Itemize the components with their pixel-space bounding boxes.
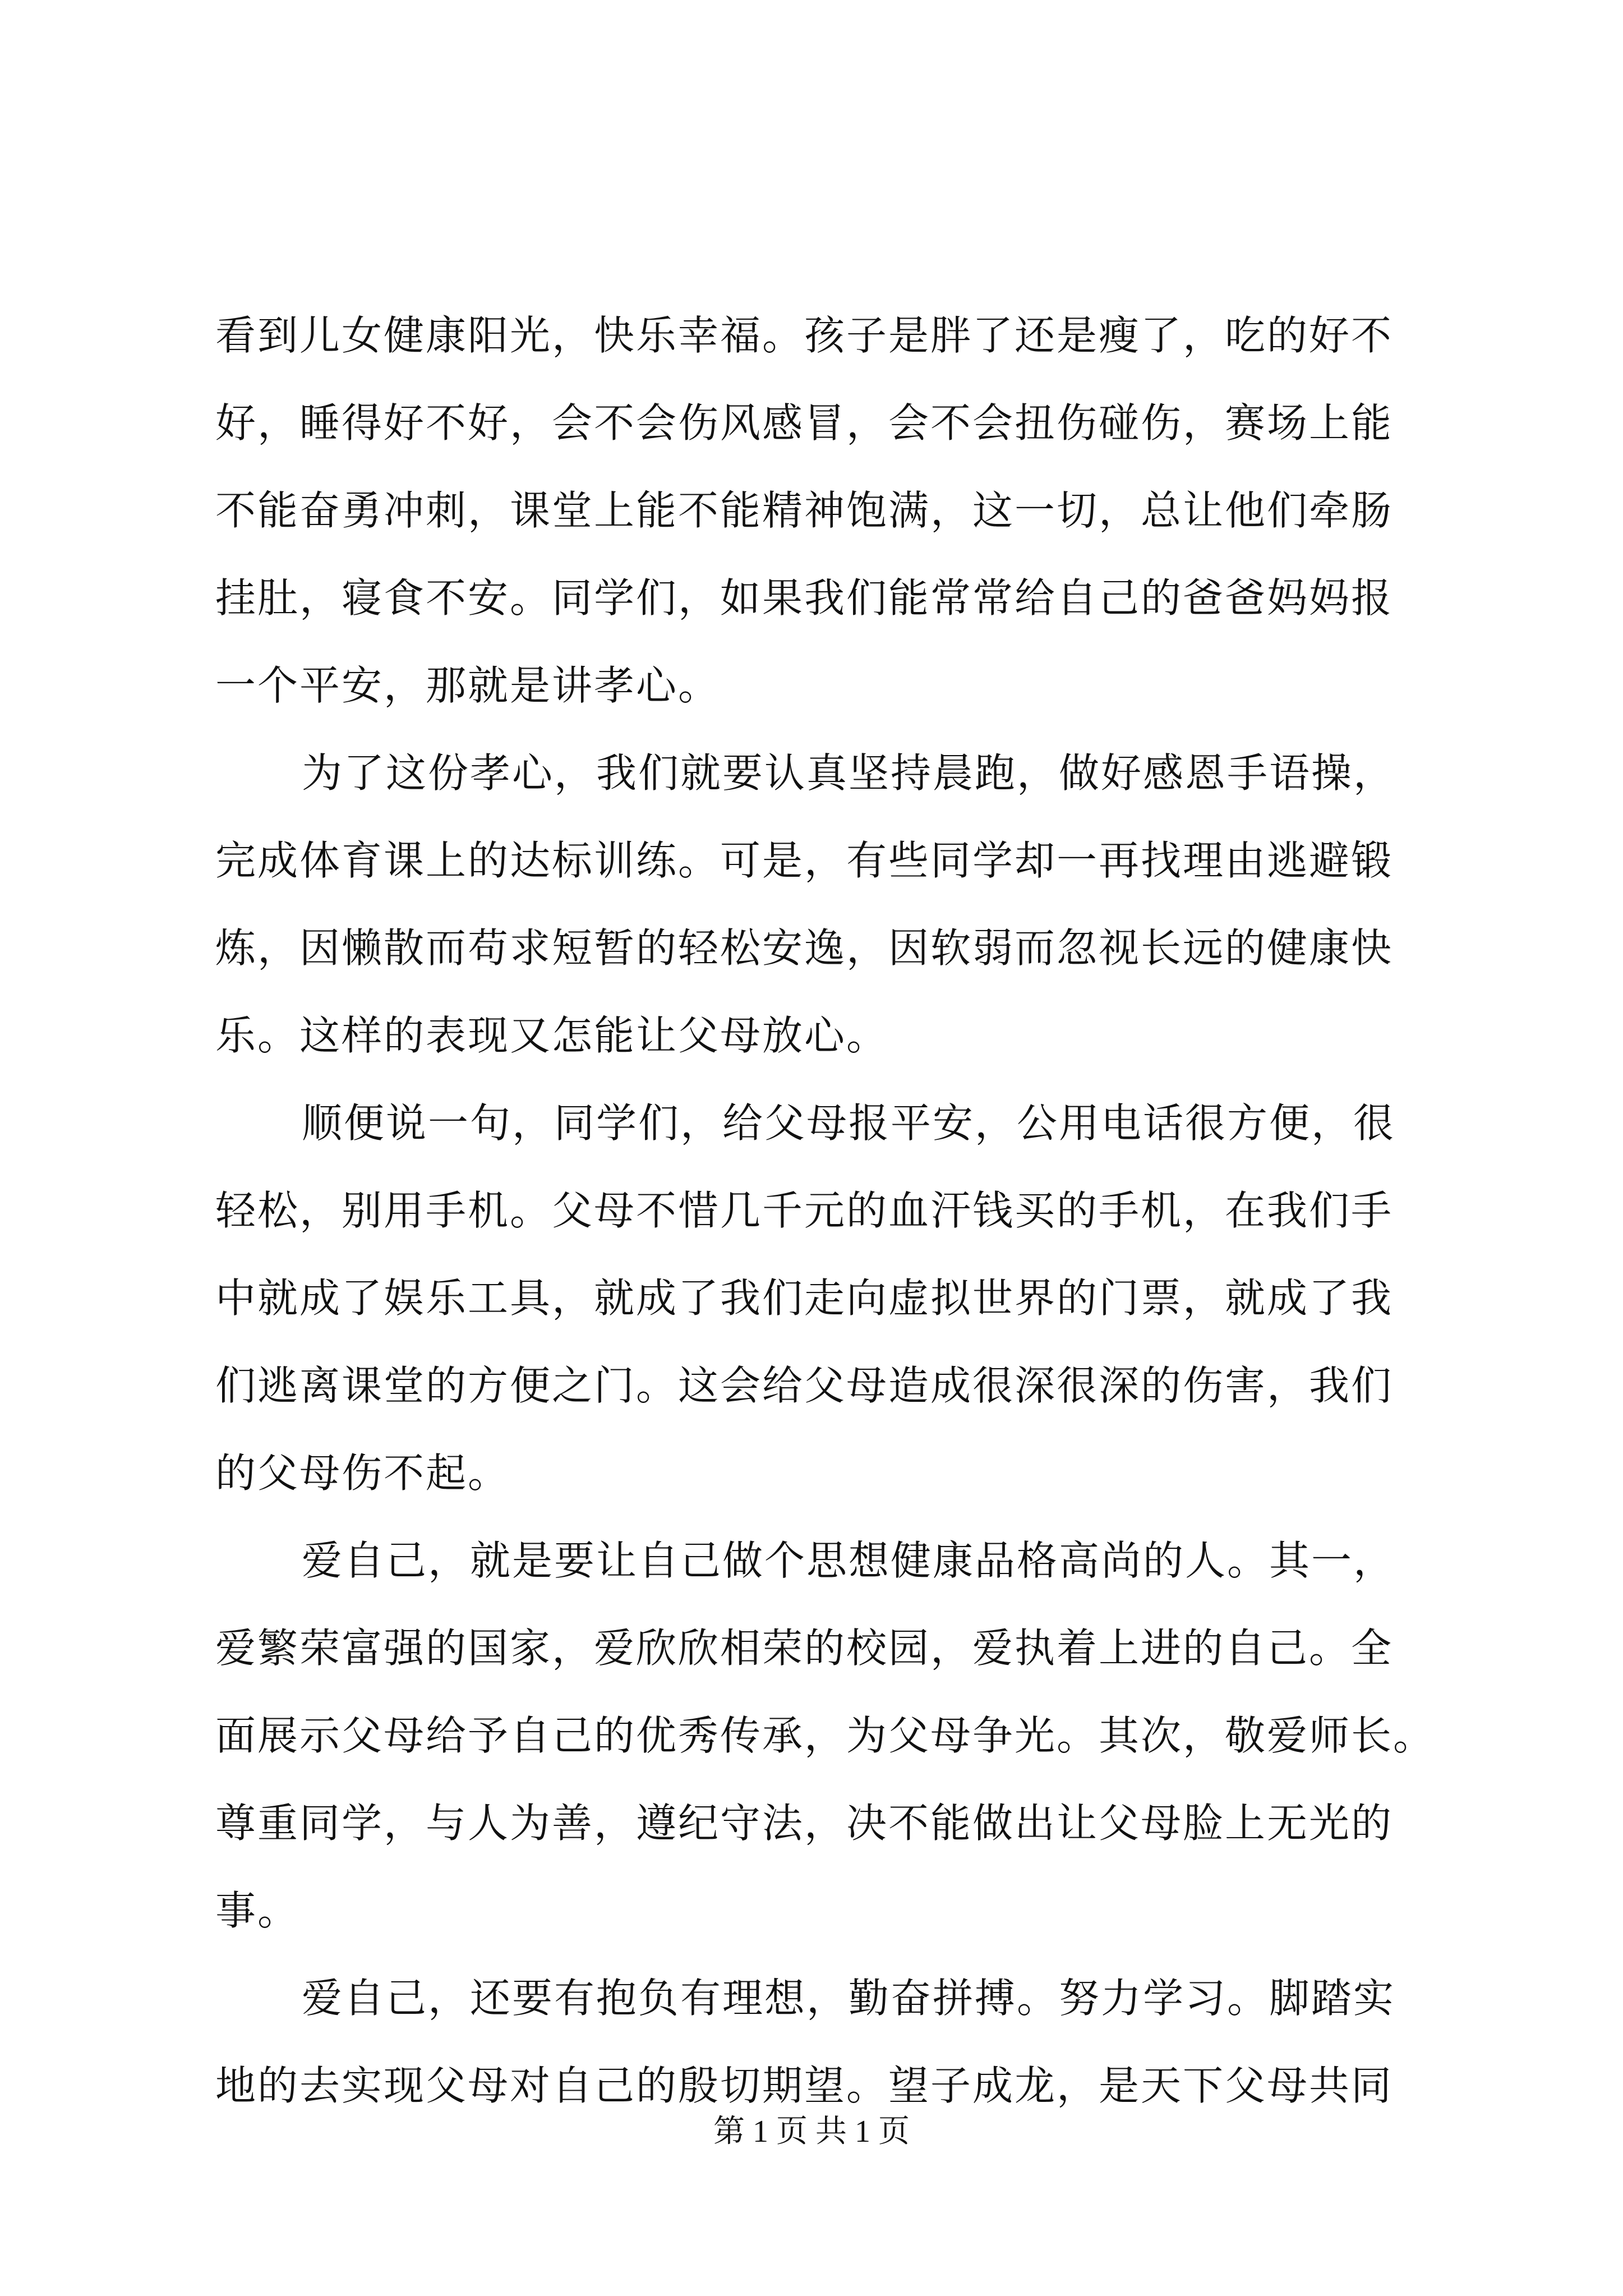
paragraph (215, 729, 1427, 1079)
text-line: 炼，因懒散而苟求短暂的轻松安逸，因软弱而忽视长远的健康快 (215, 924, 1394, 972)
text-line: 不能奋勇冲刺，课堂上能不能精神饱满，这一切，总让他们牵肠 (215, 487, 1394, 534)
text-line: 轻松，别用手机。父母不惜几千元的血汗钱买的手机，在我们手 (215, 1187, 1394, 1234)
text-line: 一个平安，那就是讲孝心。 (215, 662, 721, 709)
text-line: 为了这份孝心，我们就要认真坚持晨跑，做好感恩手语操， (302, 749, 1396, 797)
text-line: 爱自己，就是要让自己做个思想健康品格高尚的人。其一， (302, 1537, 1396, 1584)
text-line: 好，睡得好不好，会不会伤风感冒，会不会扭伤碰伤，赛场上能 (215, 399, 1394, 447)
text-line: 顺便说一句，同学们，给父母报平安，公用电话很方便，很 (302, 1099, 1396, 1147)
text-line: 爱自己，还要有抱负有理想，勤奋拼搏。努力学习。脚踏实 (302, 1975, 1396, 2022)
paragraph (215, 1517, 1436, 1954)
text-line: 乐。这样的表现又怎能让父母放心。 (215, 1012, 889, 1059)
text-line: 面展示父母给予自己的优秀传承，为父母争光。其次，敬爱师长。 (215, 1712, 1436, 1759)
text-line: 看到儿女健康阳光，快乐幸福。孩子是胖了还是瘦了，吃的好不 (215, 312, 1394, 359)
text-line: 中就成了娱乐工具，就成了我们走向虚拟世界的门票，就成了我 (215, 1274, 1394, 1322)
text-line: 爱繁荣富强的国家，爱欣欣相荣的校园，爱执着上进的自己。全 (215, 1625, 1394, 1672)
paragraph (215, 1954, 1427, 2129)
text-line: 挂肚，寝食不安。同学们，如果我们能常常给自己的爸爸妈妈报 (215, 574, 1394, 622)
page-footer: 第 1 页 共 1 页 (713, 2114, 910, 2149)
body-text (215, 292, 1436, 2129)
text-line: 尊重同学，与人为善，遵纪守法，决不能做出让父母脸上无光的 (215, 1800, 1394, 1847)
text-line: 的父母伤不起。 (215, 1450, 510, 1497)
paragraph (215, 1079, 1427, 1517)
text-line: 地的去实现父母对自己的殷切期望。望子成龙，是天下父母共同 (215, 2062, 1394, 2109)
paragraph (215, 292, 1427, 729)
text-line: 事。 (215, 1887, 300, 1934)
text-line: 们逃离课堂的方便之门。这会给父母造成很深很深的伤害，我们 (215, 1362, 1394, 1409)
text-line: 完成体育课上的达标训练。可是，有些同学却一再找理由逃避锻 (215, 837, 1394, 884)
